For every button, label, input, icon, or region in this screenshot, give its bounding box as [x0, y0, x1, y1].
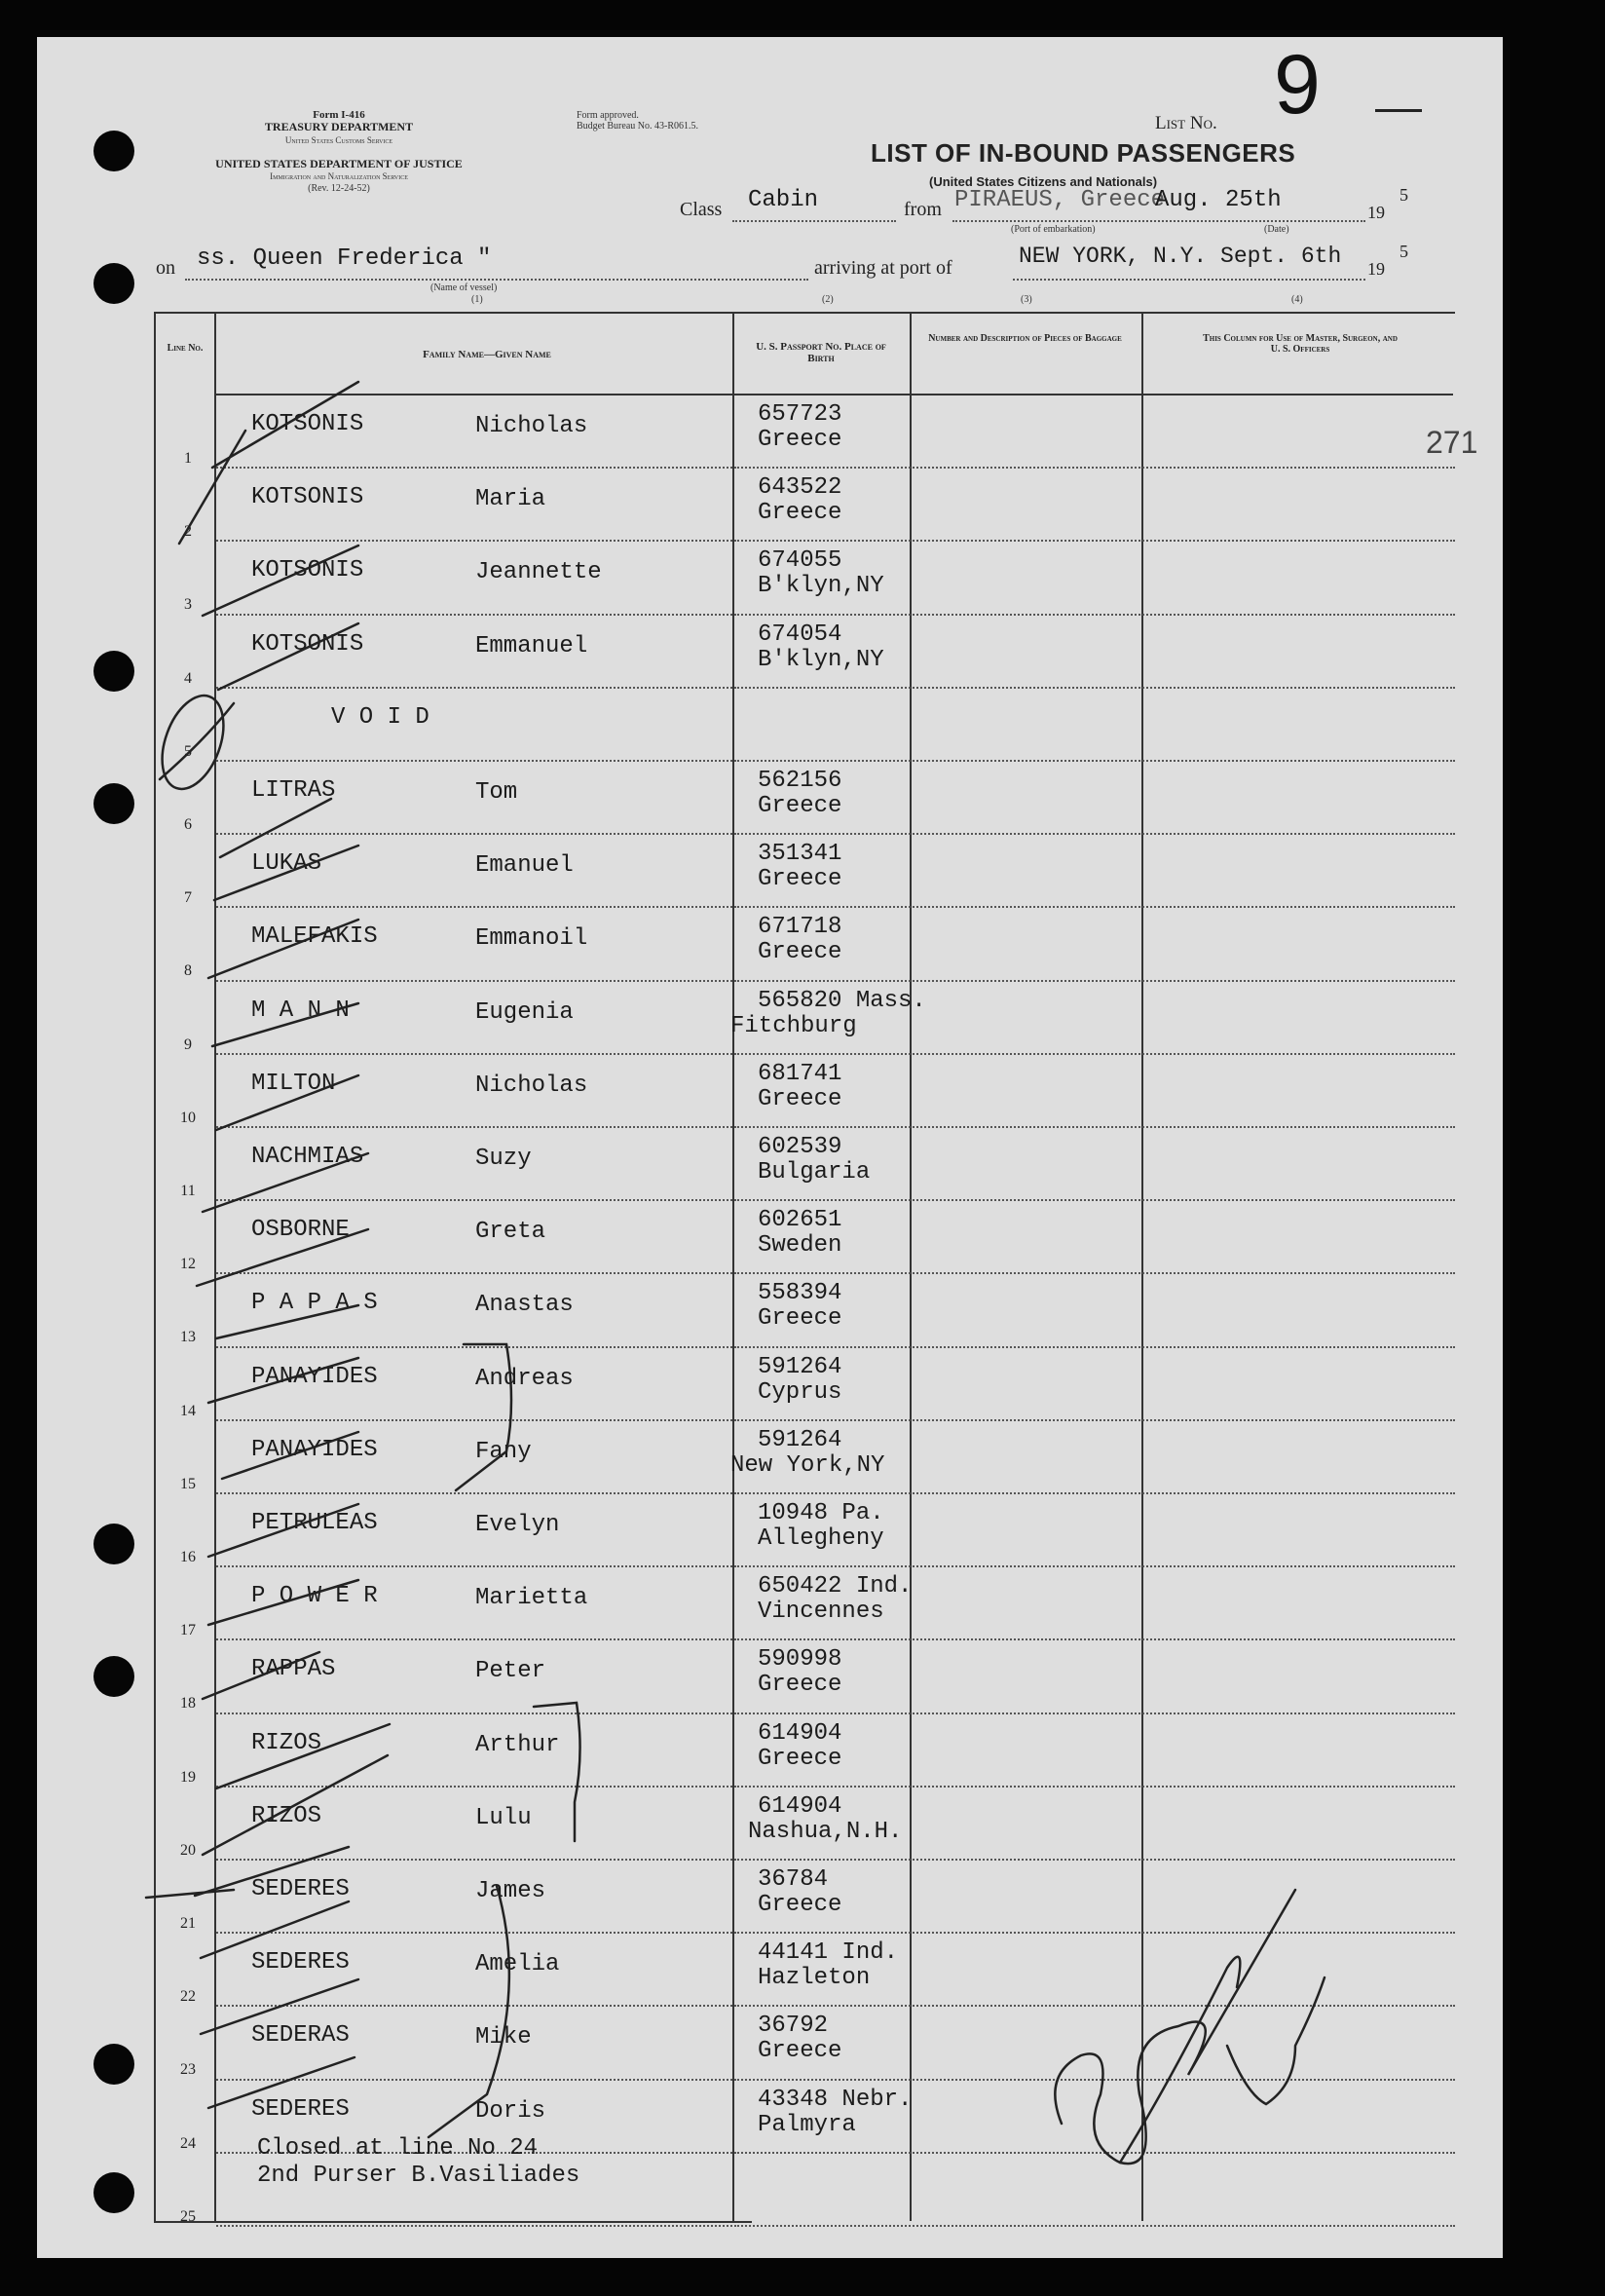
row-line-number: 4 [184, 669, 192, 687]
row-line-number: 18 [180, 1695, 196, 1713]
place-of-birth: B'klyn,NY [758, 573, 884, 600]
family-name: PANAYIDES [251, 1363, 378, 1390]
from-value: PIRAEUS, Greece [954, 187, 1166, 213]
family-name: LITRAS [251, 777, 336, 804]
given-name: Suzy [475, 1146, 532, 1172]
place-of-birth: Bulgaria [758, 1159, 871, 1186]
arrival-value: NEW YORK, N.Y. Sept. 6th [1019, 244, 1342, 269]
year-prefix: 19 [1367, 203, 1385, 222]
list-no-label: List No. [1155, 113, 1217, 133]
given-name: Lulu [475, 1804, 532, 1831]
header-passport: U. S. Passport No. Place of Birth [756, 341, 886, 365]
place-of-birth: Nashua,N.H. [748, 1818, 903, 1845]
family-name: LUKAS [251, 850, 322, 878]
class-label: Class [680, 199, 723, 220]
header-line-no: Line No. [167, 343, 204, 354]
place-of-birth: Greece [758, 427, 842, 453]
passport-number: 43348 Nebr. [758, 2086, 913, 2113]
passport-number: 674055 [758, 547, 842, 575]
year-suffix: 5 [1400, 185, 1408, 205]
place-of-birth: Greece [758, 1745, 842, 1772]
revision: (Rev. 12-24-52) [308, 183, 370, 194]
passport-number: 591264 [758, 1353, 842, 1380]
form-approved: Form approved. [577, 110, 639, 121]
port-embark-label: (Port of embarkation) [1011, 224, 1096, 235]
place-of-birth: Greece [758, 500, 842, 527]
page-title: LIST OF IN-BOUND PASSENGERS [871, 138, 1296, 168]
row-line-number: 20 [180, 1841, 196, 1859]
family-name: KOTSONIS [251, 484, 364, 511]
place-of-birth: Greece [758, 1672, 842, 1699]
form-number: Form I-416 [313, 109, 365, 121]
header-officers: This Column for Use of Master, Surgeon, and U. S. Officers [1203, 333, 1398, 355]
passport-number: 558394 [758, 1280, 842, 1307]
family-name: SEDERAS [251, 2022, 350, 2050]
passport-number: 591264 [758, 1426, 842, 1453]
given-name: Emanuel [475, 852, 574, 880]
vessel-label: (Name of vessel) [430, 282, 498, 293]
passport-number: 602539 [758, 1134, 842, 1160]
given-name: Evelyn [475, 1512, 560, 1538]
place-of-birth: Sweden [758, 1232, 842, 1260]
row-line-number: 19 [180, 1768, 196, 1786]
passport-number: 351341 [758, 841, 842, 868]
passport-number: 657723 [758, 401, 842, 428]
family-name: SEDERES [251, 1876, 350, 1902]
family-name: PANAYIDES [251, 1436, 378, 1463]
row-line-number: 2 [184, 523, 192, 541]
given-name: Mike [475, 2024, 532, 2051]
given-name: Anastas [475, 1292, 574, 1319]
col-3-number: (3) [1021, 294, 1032, 305]
family-name: RIZOS [251, 1729, 322, 1756]
justice-dept: UNITED STATES DEPARTMENT OF JUSTICE [215, 157, 463, 170]
on-label: on [156, 257, 175, 279]
vessel-value: ss. Queen Frederica " [197, 245, 492, 272]
passport-number: 650422 Ind. [758, 1573, 913, 1600]
place-of-birth: Fitchburg [730, 1012, 857, 1039]
place-of-birth: Greece [758, 939, 842, 966]
closing-line-2: 2nd Purser B.Vasiliades [257, 2163, 580, 2189]
place-of-birth: Greece [758, 1305, 842, 1333]
place-of-birth: Greece [758, 1085, 842, 1112]
family-name: MILTON [251, 1070, 336, 1097]
year-suffix-2: 5 [1400, 242, 1408, 261]
family-name: SEDERES [251, 1949, 350, 1976]
row-line-number: 22 [180, 1988, 196, 2006]
row-line-number: 7 [184, 889, 192, 907]
date-value: Aug. 25th [1155, 187, 1282, 213]
list-no-value: 9 [1274, 38, 1321, 132]
row-line-number: 14 [180, 1402, 196, 1419]
family-name: RAPPAS [251, 1656, 336, 1683]
given-name: Marietta [475, 1585, 588, 1612]
passport-number: 602651 [758, 1207, 842, 1234]
place-of-birth: Cyprus [758, 1378, 842, 1406]
ins-service: Immigration and Naturalization Service [270, 171, 408, 181]
passport-number: 44141 Ind. [758, 1939, 899, 1967]
place-of-birth: Palmyra [758, 2111, 856, 2138]
margin-note: 271 [1426, 425, 1478, 460]
row-line-number: 16 [180, 1549, 196, 1565]
passport-number: 565820 Mass. [758, 987, 926, 1014]
family-name: KOTSONIS [251, 630, 364, 658]
given-name: Greta [475, 1219, 546, 1246]
passport-number: 614904 [758, 1792, 842, 1820]
family-name: PETRULEAS [251, 1510, 378, 1536]
year-prefix-2: 19 [1367, 259, 1385, 279]
row-line-number: 3 [184, 596, 192, 614]
place-of-birth: Allegheny [758, 1525, 884, 1552]
passport-number: 36784 [758, 1866, 829, 1893]
row-line-number: 21 [180, 1915, 196, 1932]
given-name: Doris [475, 2097, 546, 2125]
customs-service: United States Customs Service [284, 135, 393, 145]
row-line-number: 13 [180, 1329, 196, 1346]
col-1-number: (1) [471, 294, 483, 305]
page-subtitle: (United States Citizens and Nationals) [929, 174, 1158, 189]
given-name: Fany [475, 1438, 532, 1465]
family-name: M A N N [251, 997, 350, 1024]
family-name: KOTSONIS [251, 557, 364, 584]
given-name: Nicholas [475, 413, 588, 439]
family-name: KOTSONIS [251, 411, 364, 437]
arriving-label: arriving at port of [814, 257, 952, 279]
given-name: Arthur [475, 1731, 560, 1758]
given-name: Andreas [475, 1365, 574, 1392]
given-name: Emmanuel [475, 632, 588, 659]
passport-number: 674054 [758, 621, 842, 648]
col-4-number: (4) [1291, 294, 1303, 305]
given-name: Maria [475, 486, 546, 513]
place-of-birth: Greece [758, 1892, 842, 1918]
row-line-number: 15 [180, 1475, 196, 1492]
place-of-birth: Hazleton [758, 1965, 871, 1992]
given-name: Emmanoil [475, 925, 588, 953]
treasury-dept: TREASURY DEPARTMENT [264, 120, 414, 133]
row-line-number: 25 [180, 2207, 196, 2225]
row-line-number: 23 [180, 2061, 196, 2079]
family-name: SEDERES [251, 2095, 350, 2123]
given-name: Jeannette [475, 559, 602, 586]
given-name: Tom [475, 779, 518, 806]
passport-number: 36792 [758, 2013, 829, 2040]
row-line-number: 5 [184, 742, 192, 760]
row-line-number: 10 [180, 1109, 196, 1126]
passport-number: 643522 [758, 474, 842, 502]
family-name: MALEFAKIS [251, 923, 378, 951]
family-name: P A P A S [251, 1290, 378, 1317]
passport-number: 614904 [758, 1719, 842, 1747]
family-name: V O I D [331, 703, 429, 731]
place-of-birth: B'klyn,NY [758, 646, 884, 673]
passport-number: 590998 [758, 1646, 842, 1674]
row-line-number: 6 [184, 816, 192, 833]
row-line-number: 1 [184, 450, 192, 467]
given-name: James [475, 1878, 546, 1904]
place-of-birth: Greece [758, 793, 842, 819]
closing-line-1: Closed at line No 24 [257, 2135, 539, 2162]
given-name: Nicholas [475, 1072, 588, 1099]
header-baggage: Number and Description of Pieces of Baggage [928, 333, 1122, 344]
row-line-number: 11 [180, 1183, 196, 1199]
place-of-birth: Greece [758, 866, 842, 893]
family-name: RIZOS [251, 1802, 322, 1829]
given-name: Peter [475, 1658, 546, 1685]
row-line-number: 9 [184, 1035, 192, 1053]
family-name: OSBORNE [251, 1217, 350, 1244]
passport-number: 10948 Pa. [758, 1500, 884, 1526]
passport-number: 681741 [758, 1060, 842, 1087]
place-of-birth: Greece [758, 2038, 842, 2065]
budget-bureau: Budget Bureau No. 43-R061.5. [577, 121, 698, 132]
place-of-birth: Vincennes [758, 1599, 884, 1626]
row-line-number: 12 [180, 1256, 196, 1273]
family-name: NACHMIAS [251, 1144, 364, 1170]
col-2-number: (2) [822, 294, 834, 305]
row-line-number: 24 [180, 2134, 196, 2152]
header-name: Family Name—Given Name [423, 349, 551, 360]
given-name: Amelia [475, 1951, 560, 1978]
passport-number: 562156 [758, 768, 842, 794]
from-label: from [904, 199, 942, 220]
given-name: Eugenia [475, 998, 574, 1026]
row-line-number: 17 [180, 1622, 196, 1639]
date-label: (Date) [1264, 224, 1289, 235]
passport-number: 671718 [758, 914, 842, 941]
family-name: P O W E R [251, 1583, 378, 1610]
place-of-birth: New York,NY [730, 1451, 885, 1479]
row-line-number: 8 [184, 962, 192, 980]
class-value: Cabin [748, 187, 819, 213]
